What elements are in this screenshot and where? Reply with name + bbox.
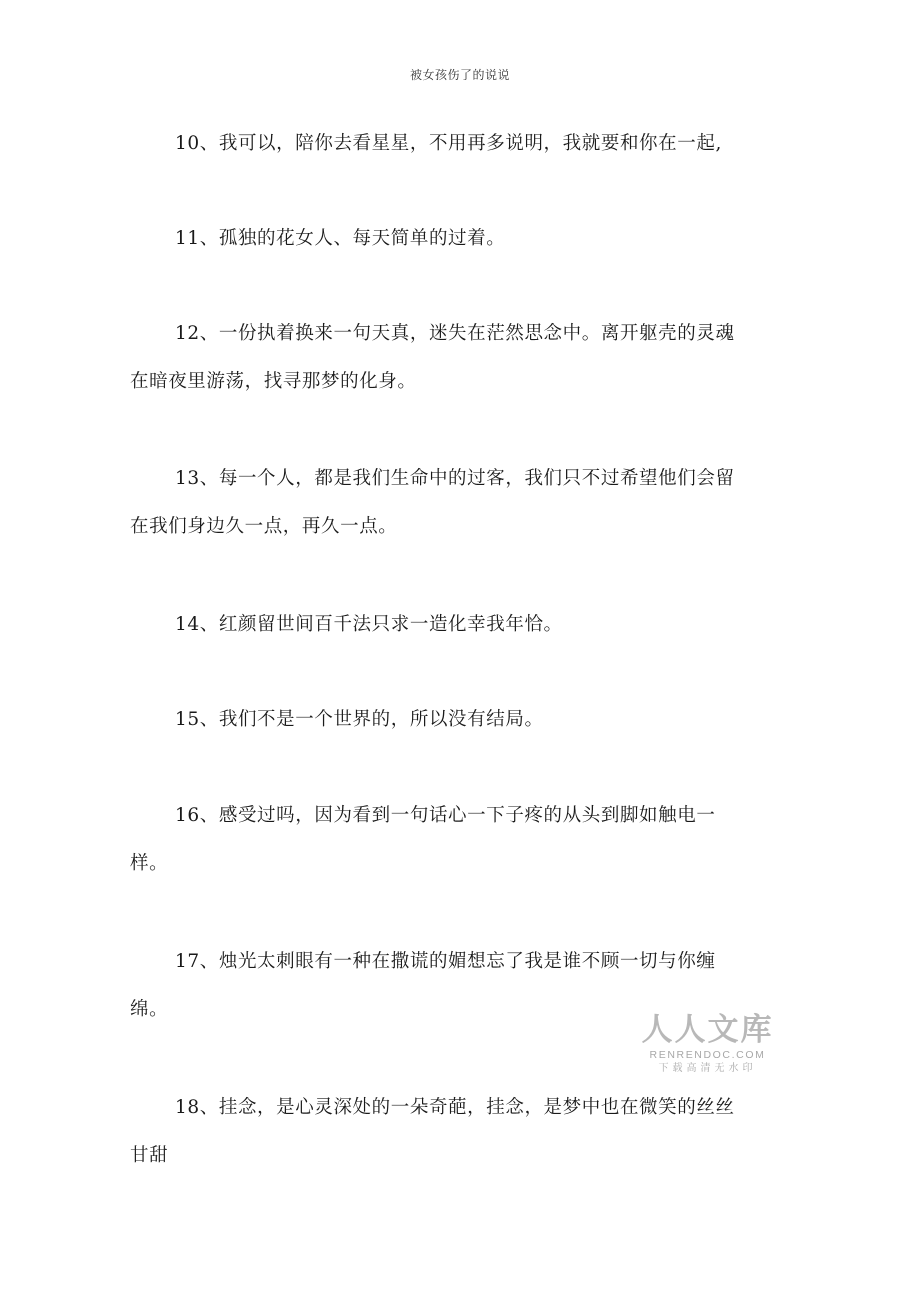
watermark-logo-text: 人人文库 — [641, 1012, 774, 1048]
list-item-13: 13、每一个人，都是我们生命中的过客，我们只不过希望他们会留在我们身边久一点，再久一点。 — [130, 468, 735, 537]
page-header-title: 被女孩伤了的说说 — [409, 68, 510, 82]
list-item-14: 14、红颜留世间百千法只求一造化幸我年恰。 — [175, 614, 563, 635]
list-item-12: 12、一份执着换来一句天真，迷失在茫然思念中。离开躯壳的灵魂在暗夜里游荡，找寻那梦的化身。 — [130, 323, 735, 392]
list-item-15: 15、我们不是一个世界的，所以没有结局。 — [175, 709, 544, 730]
list-item-18: 18、挂念，是心灵深处的一朵奇葩，挂念，是梦中也在微笑的丝丝甘甜 — [130, 1097, 735, 1166]
watermark-slogan: 下载高清无水印 — [658, 1063, 757, 1074]
watermark-url: RENRENDOC.COM — [649, 1049, 766, 1061]
list-item-11: 11、孤独的花女人、每天简单的过着。 — [175, 228, 506, 249]
watermark-logo — [640, 1012, 775, 1076]
list-item-17: 17、烛光太刺眼有一种在撒谎的媚想忘了我是谁不顾一切与你缠绵。 — [130, 951, 716, 1020]
list-item-10: 10、我可以，陪你去看星星，不用再多说明，我就要和你在一起, — [175, 133, 722, 154]
list-item-16: 16、感受过吗，因为看到一句话心一下子疼的从头到脚如触电一样。 — [130, 805, 716, 874]
